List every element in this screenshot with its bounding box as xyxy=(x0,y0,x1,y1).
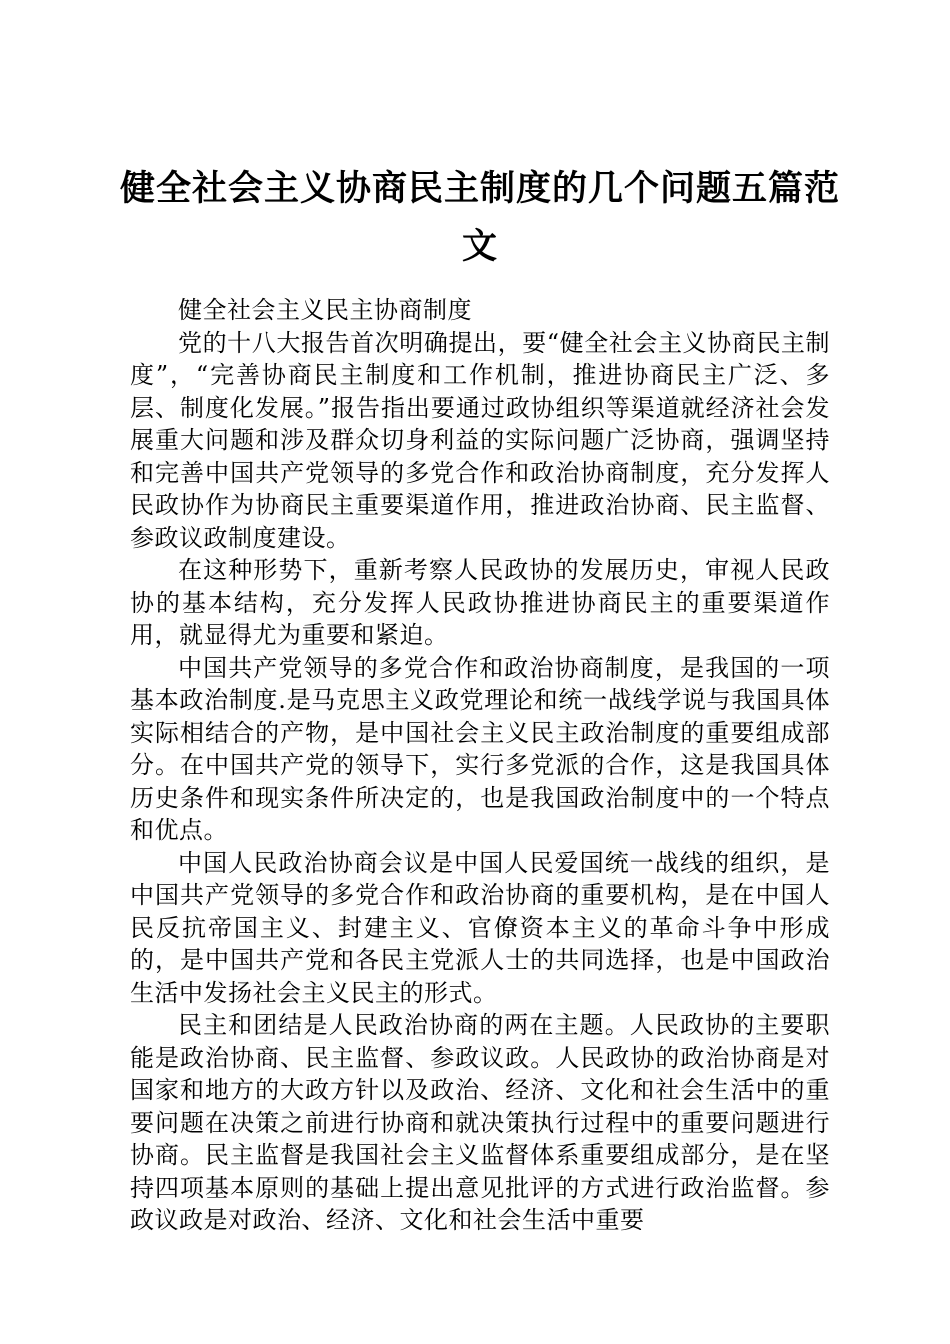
paragraph: 民主和团结是人民政治协商的两在主题。人民政协的主要职能是政治协商、民主监督、参政议政。人民政协的政治协商是对国家和地方的大政方针以及政治、经济、文化和社会生活中的重要问题在决策之前进行协商和就决策执行过程中的重要问题进行协商。民主监督是我国社会主义监督体系重要组成部分，是在坚持四项基本原则的基础上提出意见批评的方式进行政治监督。参政议政是对政治、经济、文化和社会生活中重要 xyxy=(130,1011,830,1234)
document-title: 健全社会主义协商民主制度的几个问题五篇范文 xyxy=(120,168,841,267)
paragraph: 党的十八大报告首次明确提出，要“健全社会主义协商民主制度”，“完善协商民主制度和工作机制，推进协商民主广泛、多层、制度化发展。”报告指出要通过政协组织等渠道就经济社会发展重大问题和涉及群众切身利益的实际问题广泛协商，强调坚持和完善中国共产党领导的多党合作和政治协商制度，充分发挥人民政协作为协商民主重要渠道作用，推进政治协商、民主监督、参政议政制度建设。 xyxy=(130,328,830,552)
document-body xyxy=(130,294,830,1237)
paragraph: 在这种形势下，重新考察人民政协的发展历史，审视人民政协的基本结构，充分发挥人民政协推进协商民主的重要渠道作用，就显得尤为重要和紧迫。 xyxy=(130,556,830,649)
document-subtitle: 健全社会主义民主协商制度 xyxy=(178,296,472,324)
paragraph: 中国人民政治协商会议是中国人民爱国统一战线的组织，是中国共产党领导的多党合作和政治协商的重要机构，是在中国人民反抗帝国主义、封建主义、官僚资本主义的革命斗争中形成的，是中国共产党和各民主党派人士的共同选择，也是中国政治生活中发扬社会主义民主的形式。 xyxy=(130,848,830,1007)
paragraph: 中国共产党领导的多党合作和政治协商制度，是我国的一项基本政治制度.是马克思主义政党理论和统一战线学说与我国具体实际相结合的产物，是中国社会主义民主政治制度的重要组成部分。在中国共产党的领导下，实行多党派的合作，这是我国具体历史条件和现实条件所决定的，也是我国政治制度中的一个特点和优点。 xyxy=(130,653,830,844)
